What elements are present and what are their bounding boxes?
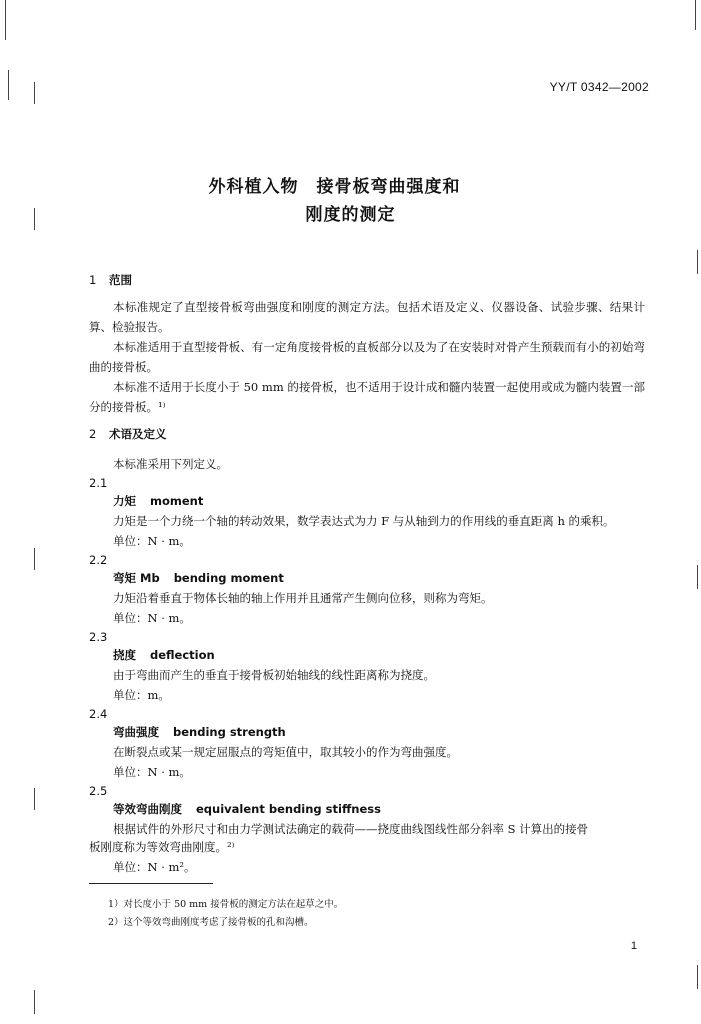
term-heading — [113, 647, 215, 663]
section-2-heading — [89, 426, 167, 442]
term-cn: 等效弯曲刚度 — [113, 802, 182, 816]
term-cn: 弯矩 Mb — [113, 571, 160, 585]
term-unit: 单位：N · m。 — [113, 611, 191, 625]
term-heading — [113, 570, 284, 586]
term-unit: 单位：N · m。 — [113, 534, 191, 548]
section-1-heading — [89, 272, 132, 288]
scan-edge-mark — [8, 70, 9, 100]
term-definition: 由于弯曲而产生的垂直于接骨板初始轴线的线性距离称为挠度。 — [113, 668, 435, 682]
scan-edge-mark — [697, 565, 698, 589]
page-number: 1 — [630, 940, 637, 952]
scan-edge-mark — [34, 548, 35, 570]
section-intro: 本标准采用下列定义。 — [113, 457, 228, 471]
clause-number: 2.2 — [89, 553, 108, 567]
document-title-line1: 外科植入物 接骨板弯曲强度和 — [208, 177, 461, 197]
document-code: YY/T 0342—2002 — [549, 80, 649, 94]
term-en: deflection — [150, 648, 215, 662]
clause-number: 2.4 — [89, 707, 108, 721]
term-en: equivalent bending stiffness — [196, 802, 381, 816]
footnote: 2）这个等效弯曲刚度考虑了接骨板的孔和沟槽。 — [108, 917, 314, 928]
clause-number: 2.1 — [89, 476, 108, 490]
term-en: bending strength — [173, 725, 286, 739]
term-en: moment — [150, 494, 204, 508]
scan-edge-mark — [695, 0, 696, 30]
scan-edge-mark — [697, 965, 698, 989]
term-heading — [113, 801, 381, 817]
footnote-divider — [89, 883, 213, 884]
scan-edge-mark — [34, 82, 35, 104]
document-title-line2: 刚度的测定 — [305, 205, 396, 225]
section-title: 范围 — [109, 273, 132, 287]
term-definition-continued: 板刚度称为等效弯曲刚度。²⁾ — [89, 840, 235, 854]
term-definition: 力矩沿着垂直于物体长轴的轴上作用并且通常产生侧向位移，则称为弯矩。 — [113, 591, 493, 605]
clause-number: 2.3 — [89, 630, 108, 644]
scan-edge-mark — [5, 0, 6, 40]
term-definition: 在断裂点或某一规定屈服点的弯矩值中，取其较小的作为弯曲强度。 — [113, 745, 458, 759]
term-cn: 挠度 — [113, 648, 136, 662]
section-number: 2 — [89, 427, 97, 441]
paragraph: 本标准规定了直型接骨板弯曲强度和刚度的测定方法。包括术语及定义、仪器设备、试验步骤、结果计算、检验报告。 — [89, 300, 645, 334]
paragraph: 本标准不适用于长度小于 50 mm 的接骨板，也不适用于设计成和髓内装置一起使用或成为髓内装置一部分的接骨板。¹⁾ — [89, 380, 645, 414]
clause-number: 2.5 — [89, 784, 108, 798]
term-heading — [113, 493, 203, 509]
section-number: 1 — [89, 273, 97, 287]
section-title: 术语及定义 — [109, 427, 167, 441]
term-unit: 单位：m。 — [113, 688, 170, 702]
paragraph: 本标准适用于直型接骨板、有一定角度接骨板的直板部分以及为了在安装时对骨产生预载而有小的初始弯曲的接骨板。 — [89, 340, 645, 374]
footnote: 1）对长度小于 50 mm 接骨板的测定方法在起草之中。 — [108, 899, 344, 910]
scan-edge-mark — [34, 788, 35, 810]
term-definition: 力矩是一个力绕一个轴的转动效果，数学表达式为力 F 与从轴到力的作用线的垂直距离 h 的乘积。 — [113, 514, 615, 528]
term-unit: 单位：N · m²。 — [113, 860, 196, 874]
term-unit: 单位：N · m。 — [113, 765, 191, 779]
term-definition: 根据试件的外形尺寸和由力学测试法确定的载荷——挠度曲线图线性部分斜率 S 计算出的接骨 — [113, 822, 589, 836]
scan-edge-mark — [34, 990, 35, 1014]
term-heading — [113, 724, 286, 740]
scan-edge-mark — [697, 250, 698, 274]
term-en: bending moment — [173, 571, 284, 585]
term-cn: 弯曲强度 — [113, 725, 159, 739]
term-cn: 力矩 — [113, 494, 136, 508]
